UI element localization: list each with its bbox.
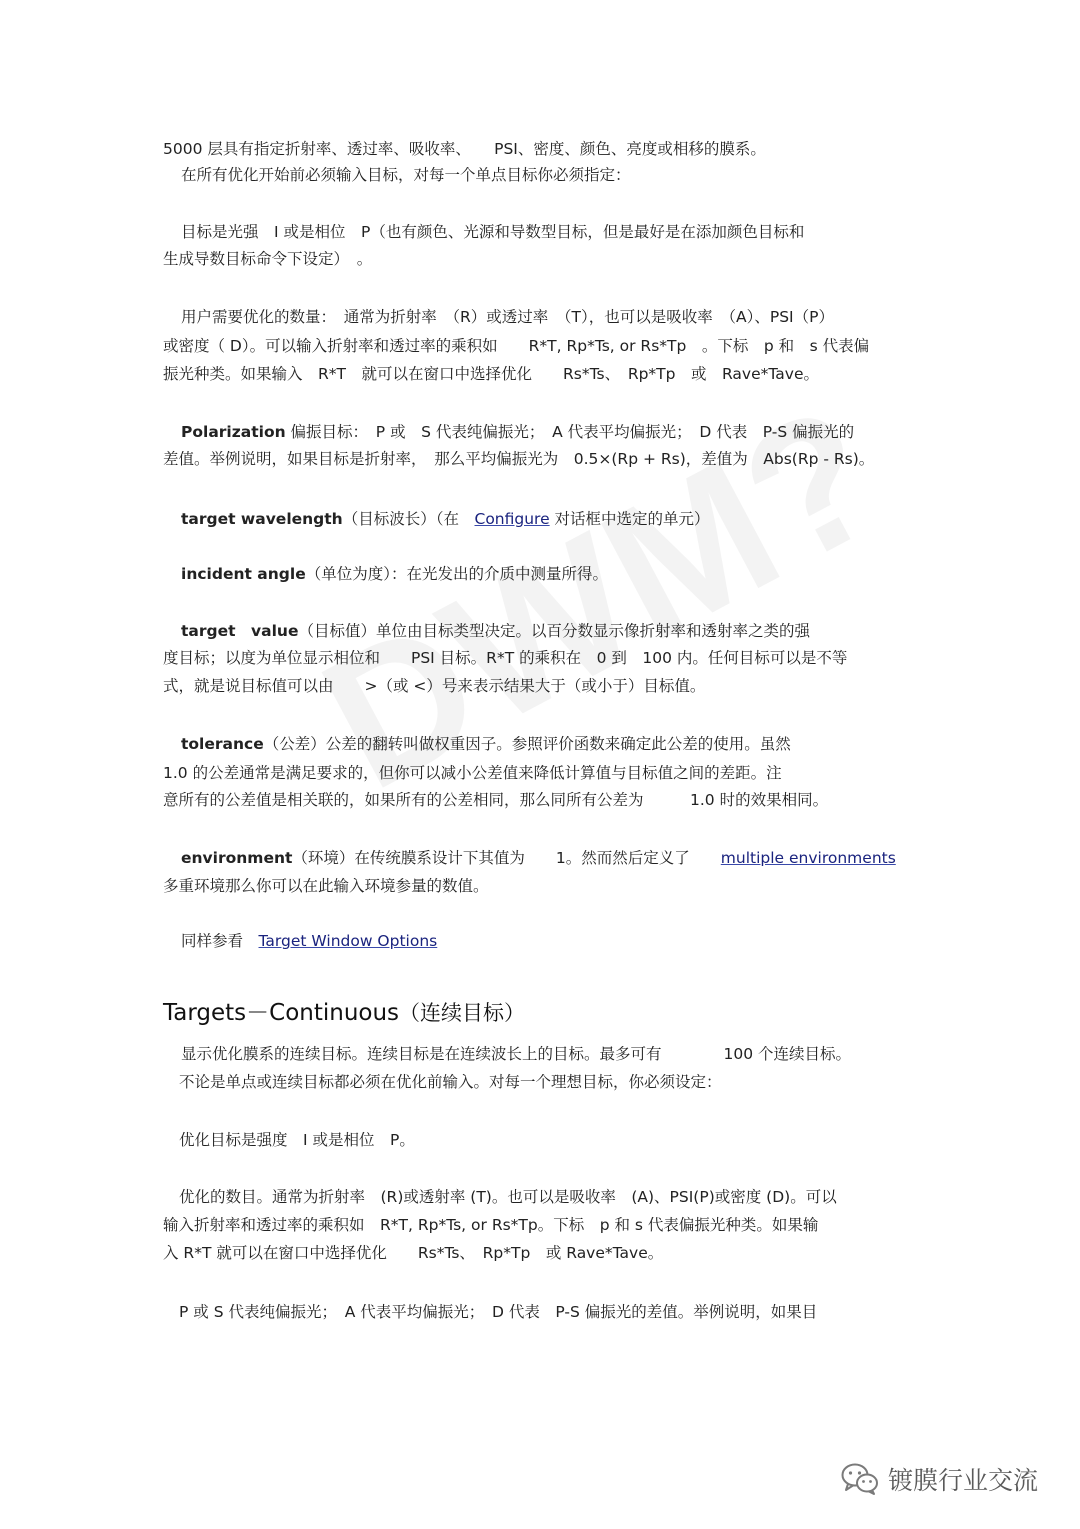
text-line bbox=[181, 422, 951, 442]
text-line: 用户需要优化的数量： 通常为折射率 （R）或透过率 （T），也可以是吸收率 （A）、PSI（P） bbox=[181, 308, 834, 326]
text-line: 5000 层具有指定折射率、透过率、吸收率、 PSI、密度、颜色、亮度或相移的膜系。 bbox=[163, 140, 766, 158]
text-line bbox=[181, 848, 951, 868]
text-line: P 或 S 代表纯偏振光； A 代表平均偏振光； D 代表 P-S 偏振光的差值。举例说明，如果目 bbox=[179, 1303, 818, 1321]
text-line bbox=[181, 621, 951, 641]
term-tolerance: tolerance bbox=[181, 735, 264, 753]
text-line: 多重环境那么你可以在此输入环境参量的数值。 bbox=[163, 877, 489, 895]
wechat-icon bbox=[840, 1462, 880, 1500]
text-line bbox=[181, 931, 951, 951]
term-description: 对话框中选定的单元） bbox=[549, 510, 710, 528]
multiple-environments-link[interactable]: multiple environments bbox=[720, 849, 896, 867]
target-window-options-link[interactable]: Target Window Options bbox=[258, 932, 438, 950]
text-line bbox=[181, 509, 951, 529]
text-line: 优化目标是强度 I 或是相位 P。 bbox=[179, 1131, 415, 1149]
section-heading bbox=[163, 998, 525, 1028]
text-line bbox=[181, 564, 951, 584]
see-also-label: 同样参看 bbox=[181, 932, 259, 950]
text-line: 或密度（ D）。可以输入折射率和透过率的乘积如 R*T, Rp*Ts, or Rs*Tp 。下标 p 和 s 代表偏 bbox=[163, 337, 870, 355]
term-description: （目标波长）（在 bbox=[342, 510, 475, 528]
term-target-wavelength: target wavelength bbox=[181, 510, 343, 528]
text-line: 意所有的公差值是相关联的，如果所有的公差相同，那么同所有公差为 1.0 时的效果相同。 bbox=[163, 791, 829, 809]
text-line: 入 R*T 就可以在窗口中选择优化 Rs*Ts、 Rp*Tp 或 Rave*Tave。 bbox=[163, 1244, 664, 1262]
term-target-value: target value bbox=[181, 622, 299, 640]
text-line: 式，就是说目标值可以由 >（或 <）号来表示结果大于（或小于）目标值。 bbox=[163, 677, 706, 695]
term-description: （环境）在传统膜系设计下其值为 1。然而然后定义了 bbox=[292, 849, 721, 867]
text-line: 优化的数目。通常为折射率 (R)或透射率 (T)。也可以是吸收率 (A)、PSI(P)或密度 (D)。可以 bbox=[179, 1188, 837, 1206]
text-line: 差值。举例说明，如果目标是折射率， 那么平均偏振光为 0.5×(Rp + Rs)，差值为 Abs(Rp - Rs)。 bbox=[163, 450, 875, 468]
text-line: 显示优化膜系的连续目标。连续目标是在连续波长上的目标。最多可有 100 个连续目标。 bbox=[181, 1045, 852, 1063]
heading-english: Targets－Continuous bbox=[163, 1000, 400, 1026]
text-line: 在所有优化开始前必须输入目标，对每一个单点目标你必须指定： bbox=[181, 166, 631, 184]
term-description: （公差）公差的翻转叫做权重因子。参照评价函数来确定此公差的使用。虽然 bbox=[263, 735, 791, 753]
text-line: 度目标；以度为单位显示相位和 PSI 目标。R*T 的乘积在 0 到 100 内。任何目标可以是不等 bbox=[163, 649, 848, 667]
text-line: 不论是单点或连续目标都必须在优化前输入。对每一个理想目标，你必须设定： bbox=[179, 1073, 722, 1091]
text-line bbox=[181, 734, 951, 754]
term-environment: environment bbox=[181, 849, 293, 867]
term-description: 偏振目标： P 或 S 代表纯偏振光； A 代表平均偏振光； D 代表 P-S 偏振光的 bbox=[285, 423, 855, 441]
term-polarization: Polarization bbox=[181, 423, 286, 441]
account-name: 镀膜行业交流 bbox=[888, 1466, 1039, 1495]
text-line: 1.0 的公差通常是满足要求的，但你可以减小公差值来降低计算值与目标值之间的差距。注 bbox=[163, 764, 782, 782]
term-description: （单位为度）：在光发出的介质中测量所得。 bbox=[305, 565, 608, 583]
term-incident-angle: incident angle bbox=[181, 565, 306, 583]
configure-link[interactable]: Configure bbox=[474, 510, 550, 528]
account-footer bbox=[840, 1463, 1038, 1499]
text-line: 输入折射率和透过率的乘积如 R*T, Rp*Ts, or Rs*Tp。下标 p 和 s 代表偏振光种类。如果输 bbox=[163, 1216, 819, 1234]
text-line: 振光种类。如果输入 R*T 就可以在窗口中选择优化 Rs*Ts、 Rp*Tp 或 Rave*Tave。 bbox=[163, 365, 819, 383]
text-line: 目标是光强 I 或是相位 P（也有颜色、光源和导数型目标，但是最好是在添加颜色目标和 bbox=[181, 223, 805, 241]
text-line: 生成导数目标命令下设定） 。 bbox=[163, 250, 373, 268]
heading-chinese: （连续目标） bbox=[399, 1001, 526, 1025]
term-description: （目标值）单位由目标类型决定。以百分数显示像折射率和透射率之类的强 bbox=[298, 622, 810, 640]
